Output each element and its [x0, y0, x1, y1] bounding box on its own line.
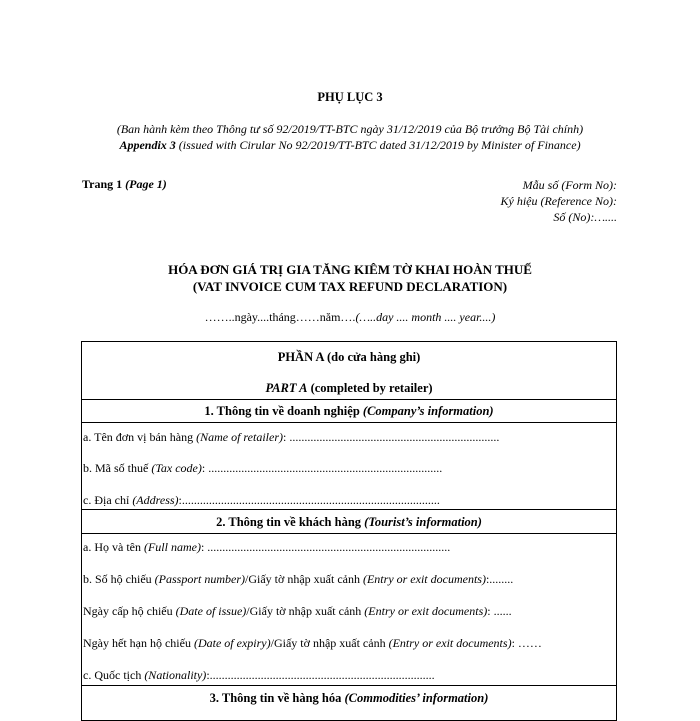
- full-name-label: a. Họ và tên: [83, 540, 144, 554]
- page-label-vn: Trang 1: [82, 177, 126, 191]
- invoice-title-en: (VAT INVOICE CUM TAX REFUND DECLARATION): [192, 279, 508, 294]
- divider: [82, 685, 616, 686]
- tax-code-field: : ..............................................................................: [201, 461, 443, 475]
- reference-block: [500, 177, 617, 225]
- divider: [82, 533, 616, 534]
- tax-code-label-en: (Tax code): [151, 461, 202, 475]
- nationality-field: :...........................................................................: [206, 668, 435, 682]
- nationality-label: c. Quốc tịch: [83, 668, 145, 682]
- full-name-field: : .................................................................................: [200, 540, 451, 554]
- passport-label-mid: /Giấy tờ nhập xuất cảnh: [245, 572, 363, 586]
- part-a-title-vn: PHẦN A (do cửa hàng ghi): [277, 350, 421, 364]
- issued-note-vn: (Ban hành kèm theo Thông tư số 92/2019/TT-BTC ngày 31/12/2019 của Bộ trưởng Bộ Tài chính): [116, 122, 584, 136]
- date-of-expiry-field: : ……: [511, 636, 542, 650]
- address-row: [83, 493, 440, 508]
- divider: [82, 509, 616, 510]
- passport-field: :........: [485, 572, 514, 586]
- passport-row: [83, 572, 513, 587]
- date-of-issue-label-en2: (Entry or exit documents): [364, 604, 488, 618]
- date-line-en: (…..day .... month .... year....): [355, 310, 496, 324]
- divider: [82, 422, 616, 423]
- appendix-label: Appendix 3: [119, 138, 176, 152]
- retailer-name-row: [83, 430, 499, 445]
- retailer-name-label: a. Tên đơn vị bán hàng: [83, 430, 197, 444]
- date-of-expiry-label-en2: (Entry or exit documents): [388, 636, 512, 650]
- section-2-title: [82, 515, 616, 530]
- section-3-title: [82, 691, 616, 706]
- passport-label-en: (Passport number): [154, 572, 245, 586]
- divider: [82, 399, 616, 400]
- date-of-issue-row: [83, 604, 512, 619]
- page-label: [82, 177, 167, 192]
- date-line: [0, 310, 700, 325]
- reference-no-label: Ký hiệu (Reference No):: [500, 194, 617, 208]
- part-a-title-en: [82, 381, 616, 396]
- passport-label: b. Số hộ chiếu: [83, 572, 155, 586]
- section-1-title: [82, 404, 616, 419]
- full-name-row: [83, 540, 450, 555]
- appendix-title: PHỤ LỤC 3: [317, 90, 383, 104]
- section-1-title-vn: 1. Thông tin về doanh nghiệp: [204, 404, 363, 418]
- date-of-issue-label-mid: /Giấy tờ nhập xuất cảnh: [246, 604, 365, 618]
- passport-label-en2: (Entry or exit documents): [362, 572, 486, 586]
- tax-code-row: [83, 461, 442, 476]
- part-a-label: PART A: [265, 381, 308, 395]
- section-2-title-vn: 2. Thông tin về khách hàng: [216, 515, 365, 529]
- form-table: [81, 341, 617, 721]
- section-3-title-en: (Commodities’ information): [344, 691, 489, 705]
- number-label: Số (No):…....: [553, 210, 617, 224]
- retailer-name-field: : ......................................................................: [282, 430, 500, 444]
- invoice-title-vn: HÓA ĐƠN GIÁ TRỊ GIA TĂNG KIÊM TỜ KHAI HOÀN THUẾ: [168, 262, 532, 277]
- address-field: :......................................................................................: [178, 493, 440, 507]
- date-of-issue-label-en: (Date of issue): [175, 604, 247, 618]
- full-name-label-en: (Full name): [143, 540, 201, 554]
- nationality-label-en: (Nationality): [144, 668, 207, 682]
- issued-note-en: [0, 138, 700, 153]
- page-label-en: (Page 1): [125, 177, 167, 191]
- retailer-name-label-en: (Name of retailer): [196, 430, 283, 444]
- date-of-issue-field: : ......: [487, 604, 512, 618]
- section-1-title-en: (Company’s information): [362, 404, 494, 418]
- address-label-en: (Address): [132, 493, 179, 507]
- date-of-expiry-label: Ngày hết hạn hộ chiếu: [83, 636, 194, 650]
- part-a-note: (completed by retailer): [307, 381, 433, 395]
- issued-note-en-text: (issued with Cirular No 92/2019/TT-BTC dated 31/12/2019 by Minister of Finance): [175, 138, 581, 152]
- form-no-label: Mẫu số (Form No):: [522, 178, 617, 192]
- section-3-title-vn: 3. Thông tin về hàng hóa: [209, 691, 345, 705]
- nationality-row: [83, 668, 435, 683]
- tax-code-label: b. Mã số thuế: [83, 461, 152, 475]
- section-2-title-en: (Tourist’s information): [364, 515, 482, 529]
- date-line-vn: ……..ngày....tháng……năm….: [204, 310, 356, 324]
- date-of-issue-label: Ngày cấp hộ chiếu: [83, 604, 176, 618]
- date-of-expiry-label-mid: /Giấy tờ nhập xuất cảnh: [270, 636, 389, 650]
- address-label: c. Địa chỉ: [83, 493, 133, 507]
- date-of-expiry-label-en: (Date of expiry): [193, 636, 271, 650]
- date-of-expiry-row: [83, 636, 542, 651]
